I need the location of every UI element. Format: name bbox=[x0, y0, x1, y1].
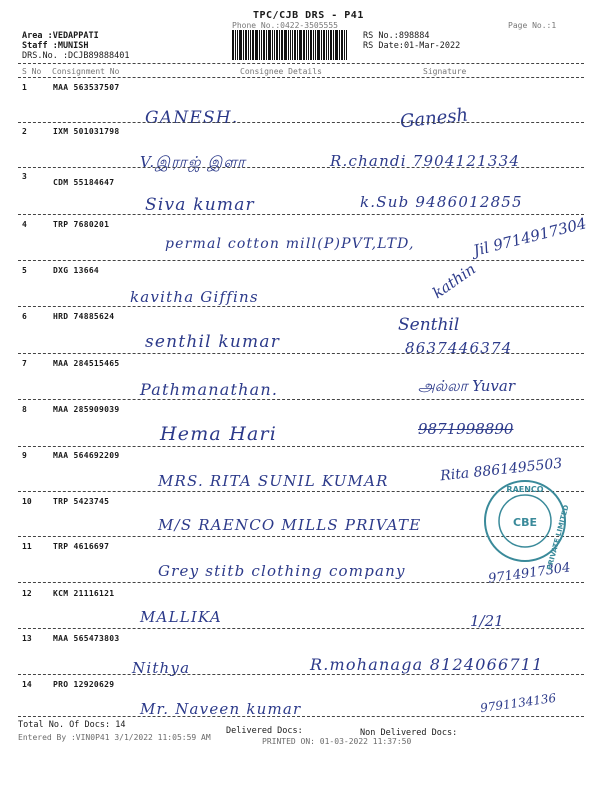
consignment-number: DXG 13664 bbox=[53, 266, 100, 275]
column-consignee: Consignee Details bbox=[240, 67, 322, 76]
signature: அல்லா Yuvar bbox=[418, 377, 516, 395]
stamp-side-text: PRIVATE LIMITED bbox=[545, 504, 571, 571]
row-number: 11 bbox=[22, 542, 32, 551]
row-number: 9 bbox=[22, 451, 27, 460]
delivered-docs: Delivered Docs: bbox=[226, 726, 303, 736]
consignee-name: MALLIKA bbox=[140, 608, 222, 626]
consignee-name: Mr. Naveen kumar bbox=[140, 700, 302, 718]
column-consignment: Consignment No bbox=[52, 67, 120, 76]
row-number: 14 bbox=[22, 680, 32, 689]
consignment-number: MAA 565473803 bbox=[53, 634, 120, 643]
company-stamp bbox=[482, 478, 571, 571]
row-number: 8 bbox=[22, 405, 27, 414]
divider bbox=[18, 446, 584, 447]
signature: kathin bbox=[429, 259, 479, 303]
column-signature: Signature bbox=[423, 67, 467, 76]
consignee-name: Hema Hari bbox=[160, 423, 278, 445]
row-number: 13 bbox=[22, 634, 32, 643]
phone-number: Phone No.:0422-3505555 bbox=[232, 21, 338, 30]
rs-number: RS No.:898884 bbox=[363, 31, 430, 41]
column-sno: S No bbox=[22, 67, 42, 76]
row-number: 6 bbox=[22, 312, 27, 321]
consignee-name: V.இராஜ் இளா bbox=[140, 153, 246, 171]
divider bbox=[18, 306, 584, 307]
consignment-number: MAA 284515465 bbox=[53, 359, 120, 368]
signature: Rita 8861495503 bbox=[439, 455, 564, 485]
signature: 9714917304 bbox=[487, 560, 572, 587]
consignment-number: HRD 74885624 bbox=[53, 312, 115, 321]
consignment-number: TRP 4616697 bbox=[53, 542, 110, 551]
consignment-number: MAA 564692209 bbox=[53, 451, 120, 460]
row-number: 4 bbox=[22, 220, 27, 229]
signature: Senthil bbox=[398, 315, 460, 335]
consignment-number: TRP 7680201 bbox=[53, 220, 110, 229]
divider bbox=[18, 716, 584, 717]
consignee-name: M/S RAENCO MILLS PRIVATE bbox=[158, 516, 422, 534]
divider bbox=[18, 582, 584, 583]
row-number: 3 bbox=[22, 172, 27, 181]
non-delivered-docs: Non Delivered Docs: bbox=[360, 728, 458, 738]
consignee-phone: R.mohanaga 8124066711 bbox=[310, 655, 544, 674]
signature: 1/21 bbox=[470, 612, 504, 630]
stamp-center-text: CBE bbox=[513, 516, 537, 529]
rs-date: RS Date:01-Mar-2022 bbox=[363, 41, 461, 51]
signature: 9871998890 bbox=[418, 420, 514, 438]
consignee-name: kavitha Giffins bbox=[130, 288, 259, 306]
consignment-number: PRO 12920629 bbox=[53, 680, 115, 689]
divider bbox=[18, 353, 584, 354]
consignee-phone: 8637446374 bbox=[405, 339, 513, 357]
consignment-number: KCM 21116121 bbox=[53, 589, 115, 598]
consignee-name: Grey stitb clothing company bbox=[158, 562, 406, 580]
consignment-number: TRP 5423745 bbox=[53, 497, 110, 506]
consignment-number: MAA 563537507 bbox=[53, 83, 120, 92]
stamp-top-text: RAENCO bbox=[506, 485, 544, 494]
consignee-name: MRS. RITA SUNIL KUMAR bbox=[158, 472, 389, 490]
divider bbox=[18, 77, 584, 78]
divider bbox=[18, 399, 584, 400]
row-number: 1 bbox=[22, 83, 27, 92]
consignee-name: permal cotton mill(P)PVT,LTD, bbox=[165, 236, 415, 252]
signature: 9791134136 bbox=[479, 690, 557, 716]
divider bbox=[18, 122, 584, 123]
consignee-phone: k.Sub 9486012855 bbox=[360, 193, 523, 211]
consignment-number: CDM 55184647 bbox=[53, 178, 115, 187]
consignment-number: MAA 285909039 bbox=[53, 405, 120, 414]
divider bbox=[18, 674, 584, 675]
barcode-image bbox=[232, 30, 360, 60]
consignment-number: IXM 501031798 bbox=[53, 127, 120, 136]
signature: Ganesh bbox=[399, 104, 470, 133]
row-number: 12 bbox=[22, 589, 32, 598]
total-docs: Total No. Of Docs: 14 bbox=[18, 720, 126, 730]
consignee-name: Siva kumar bbox=[145, 195, 255, 215]
divider bbox=[18, 167, 584, 168]
consignee-name: Pathmanathan. bbox=[140, 380, 279, 399]
page-number: Page No.:1 bbox=[508, 21, 557, 30]
consignee-name: senthil kumar bbox=[145, 332, 281, 352]
divider bbox=[18, 260, 584, 261]
row-number: 5 bbox=[22, 266, 27, 275]
divider bbox=[18, 63, 584, 64]
row-number: 2 bbox=[22, 127, 27, 136]
consignee-name: GANESH. bbox=[145, 108, 239, 128]
printed-on: PRINTED ON: 01-03-2022 11:37:50 bbox=[262, 737, 412, 746]
divider bbox=[18, 214, 584, 215]
staff-label: Staff :MUNISH bbox=[22, 41, 89, 51]
row-number: 7 bbox=[22, 359, 27, 368]
drs-number: DRS.No. :DCJB89888401 bbox=[22, 51, 130, 61]
entered-by: Entered By :VIN0P41 3/1/2022 11:05:59 AM bbox=[18, 733, 211, 742]
document-title: TPC/CJB DRS - P41 bbox=[253, 10, 364, 21]
consignee-name: Nithya bbox=[132, 659, 191, 677]
row-number: 10 bbox=[22, 497, 32, 506]
consignee-phone: R.chandi 7904121334 bbox=[330, 152, 521, 170]
signature: Jil 9714917304 bbox=[471, 214, 589, 260]
area-label: Area :VEDAPPATI bbox=[22, 31, 99, 41]
divider bbox=[18, 628, 584, 629]
